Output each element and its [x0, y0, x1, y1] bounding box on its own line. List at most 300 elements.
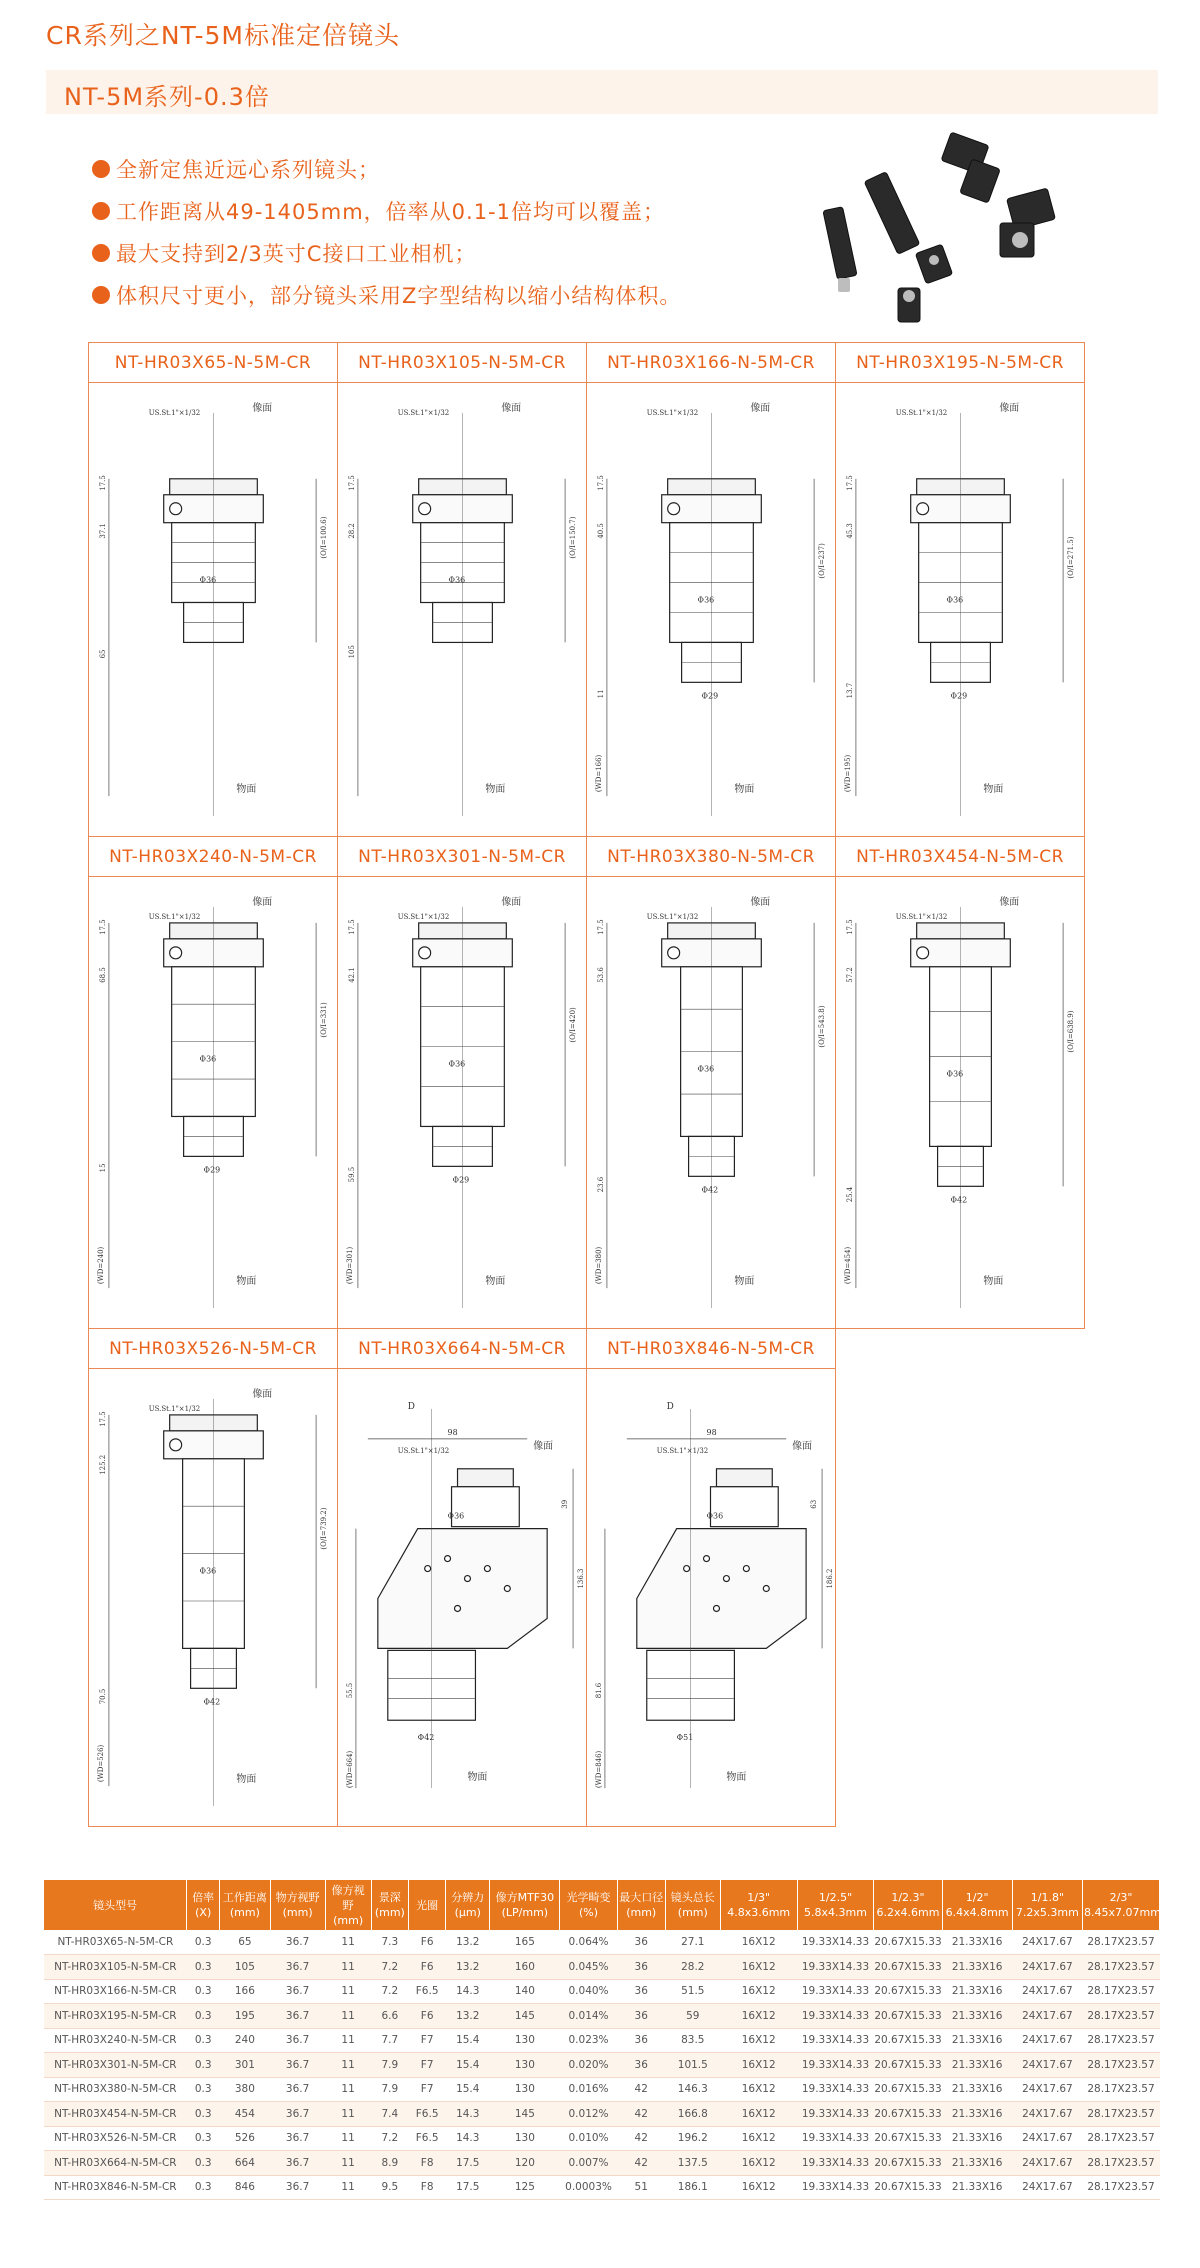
- table-cell: 19.33X14.33: [797, 2126, 874, 2151]
- table-cell: 20.67X15.33: [874, 1979, 942, 2004]
- drawing-title: NT-HR03X664-N-5M-CR: [338, 1329, 586, 1369]
- svg-text:186.2: 186.2: [826, 1568, 835, 1589]
- table-cell: F6: [408, 2004, 445, 2029]
- svg-text:39: 39: [561, 1499, 570, 1509]
- svg-text:US.St.1"×1/32: US.St.1"×1/32: [397, 912, 450, 921]
- table-cell: 0.023%: [560, 2028, 617, 2053]
- table-cell: NT-HR03X166-N-5M-CR: [44, 1979, 187, 2004]
- drawing-cell: [586, 342, 836, 837]
- technical-drawing: [587, 877, 835, 1328]
- table-cell: 17.5: [446, 2151, 490, 2176]
- table-cell: F6.5: [408, 1979, 445, 2004]
- table-cell: 664: [220, 2151, 271, 2176]
- svg-text:40.5: 40.5: [596, 523, 605, 539]
- table-cell: 0.3: [187, 2126, 220, 2151]
- table-cell: NT-HR03X65-N-5M-CR: [44, 1930, 187, 1955]
- table-cell: NT-HR03X240-N-5M-CR: [44, 2028, 187, 2053]
- table-cell: 20.67X15.33: [874, 1955, 942, 1980]
- svg-text:物面: 物面: [236, 784, 257, 796]
- table-cell: 16X12: [720, 2151, 797, 2176]
- svg-text:US.St.1"×1/32: US.St.1"×1/32: [148, 408, 201, 417]
- svg-text:136.3: 136.3: [577, 1568, 586, 1589]
- table-cell: NT-HR03X846-N-5M-CR: [44, 2175, 187, 2200]
- table-cell: 16X12: [720, 2102, 797, 2127]
- table-cell: 0.064%: [560, 1930, 617, 1955]
- table-cell: 125: [490, 2175, 560, 2200]
- drawing-cell: [586, 1328, 836, 1827]
- table-cell: NT-HR03X380-N-5M-CR: [44, 2077, 187, 2102]
- technical-drawing: [836, 383, 1084, 836]
- svg-text:US.St.1"×1/32: US.St.1"×1/32: [397, 408, 450, 417]
- table-cell: 24X17.67: [1012, 2004, 1082, 2029]
- table-cell: 19.33X14.33: [797, 1955, 874, 1980]
- spec-column-header: 1/1.8" 7.2x5.3mm: [1012, 1880, 1082, 1930]
- drawing-cell: [88, 342, 338, 837]
- bullet-dot-icon: [92, 244, 110, 262]
- svg-text:55.5: 55.5: [345, 1682, 354, 1699]
- bullet-dot-icon: [92, 202, 110, 220]
- table-cell: 0.3: [187, 1979, 220, 2004]
- svg-text:Φ29: Φ29: [452, 1175, 470, 1185]
- drawing-title: NT-HR03X526-N-5M-CR: [89, 1329, 337, 1369]
- drawing-title: NT-HR03X846-N-5M-CR: [587, 1329, 835, 1369]
- svg-text:Φ36: Φ36: [448, 1059, 466, 1069]
- table-cell: 24X17.67: [1012, 2077, 1082, 2102]
- spec-column-header: 2/3" 8.45x7.07mm: [1083, 1880, 1160, 1930]
- table-cell: 28.17X23.57: [1083, 2077, 1160, 2102]
- table-cell: 16X12: [720, 2004, 797, 2029]
- svg-text:15: 15: [98, 1163, 107, 1173]
- svg-text:70.5: 70.5: [98, 1688, 107, 1705]
- table-cell: 0.010%: [560, 2126, 617, 2151]
- svg-text:28.2: 28.2: [347, 523, 356, 539]
- table-row: [44, 2053, 1160, 2078]
- table-cell: 0.3: [187, 2077, 220, 2102]
- svg-text:63: 63: [810, 1499, 819, 1509]
- spec-table: [44, 1880, 1160, 2200]
- svg-text:17.5: 17.5: [845, 919, 854, 935]
- table-cell: 15.4: [446, 2053, 490, 2078]
- table-cell: 36.7: [270, 2077, 325, 2102]
- table-cell: 36: [617, 2053, 665, 2078]
- table-cell: 24X17.67: [1012, 1930, 1082, 1955]
- table-cell: 24X17.67: [1012, 2151, 1082, 2176]
- page-title: CR系列之NT-5M标准定倍镜头: [46, 21, 401, 50]
- drawing-title: NT-HR03X65-N-5M-CR: [89, 343, 337, 383]
- table-cell: 11: [325, 2028, 371, 2053]
- table-cell: F6: [408, 1955, 445, 1980]
- bullet-dot-icon: [92, 286, 110, 304]
- svg-text:17.5: 17.5: [98, 475, 107, 491]
- table-cell: 11: [325, 2175, 371, 2200]
- table-cell: 16X12: [720, 2126, 797, 2151]
- drawing-title: NT-HR03X454-N-5M-CR: [836, 837, 1084, 877]
- spec-column-header: 景深 (mm): [371, 1880, 408, 1930]
- table-row: [44, 2028, 1160, 2053]
- table-cell: 0.020%: [560, 2053, 617, 2078]
- table-cell: 0.0003%: [560, 2175, 617, 2200]
- table-cell: 7.4: [371, 2102, 408, 2127]
- table-cell: 28.17X23.57: [1083, 1930, 1160, 1955]
- table-cell: 59: [665, 2004, 720, 2029]
- svg-text:81.6: 81.6: [594, 1682, 603, 1699]
- technical-drawing: [89, 1369, 337, 1826]
- table-cell: 36.7: [270, 1955, 325, 1980]
- svg-text:(WD=195): (WD=195): [843, 754, 852, 793]
- table-cell: NT-HR03X664-N-5M-CR: [44, 2151, 187, 2176]
- svg-text:98: 98: [447, 1427, 458, 1437]
- drawing-cell: [337, 1328, 587, 1827]
- drawing-title: NT-HR03X195-N-5M-CR: [836, 343, 1084, 383]
- svg-text:45.3: 45.3: [845, 523, 854, 539]
- svg-text:Φ36: Φ36: [697, 595, 715, 605]
- svg-text:像面: 像面: [501, 402, 522, 414]
- table-cell: 20.67X15.33: [874, 2004, 942, 2029]
- table-cell: 101.5: [665, 2053, 720, 2078]
- table-row: [44, 2175, 1160, 2200]
- table-cell: F6.5: [408, 2126, 445, 2151]
- svg-text:(WD=166): (WD=166): [594, 754, 603, 793]
- table-cell: 11: [325, 2126, 371, 2151]
- table-cell: 36.7: [270, 2028, 325, 2053]
- feature-list: [92, 148, 681, 316]
- svg-text:Φ29: Φ29: [950, 691, 968, 701]
- svg-text:像面: 像面: [999, 402, 1020, 414]
- svg-text:US.St.1"×1/32: US.St.1"×1/32: [646, 912, 699, 921]
- table-cell: 21.33X16: [942, 2102, 1012, 2127]
- svg-text:(WD=664): (WD=664): [345, 1750, 354, 1789]
- svg-text:Φ42: Φ42: [203, 1697, 221, 1707]
- table-cell: 36: [617, 2004, 665, 2029]
- table-cell: 36.7: [270, 2053, 325, 2078]
- table-cell: 16X12: [720, 1930, 797, 1955]
- table-cell: 24X17.67: [1012, 1955, 1082, 1980]
- table-cell: 8.9: [371, 2151, 408, 2176]
- table-row: [44, 2077, 1160, 2102]
- svg-text:(O/I=237): (O/I=237): [818, 543, 827, 579]
- svg-text:(WD=240): (WD=240): [96, 1246, 105, 1285]
- table-cell: 24X17.67: [1012, 2102, 1082, 2127]
- table-cell: 130: [490, 2126, 560, 2151]
- table-cell: 195: [220, 2004, 271, 2029]
- table-row: [44, 1955, 1160, 1980]
- table-cell: 36.7: [270, 2004, 325, 2029]
- spec-column-header: 物方视野 (mm): [270, 1880, 325, 1930]
- table-cell: 24X17.67: [1012, 2053, 1082, 2078]
- technical-drawing: [587, 1369, 835, 1826]
- svg-text:17.5: 17.5: [347, 475, 356, 491]
- table-cell: 20.67X15.33: [874, 2126, 942, 2151]
- drawing-grid: [88, 342, 1084, 1826]
- svg-text:125.2: 125.2: [98, 1454, 107, 1475]
- table-cell: 36: [617, 2028, 665, 2053]
- table-cell: 380: [220, 2077, 271, 2102]
- table-cell: 0.3: [187, 2151, 220, 2176]
- svg-text:像面: 像面: [533, 1440, 554, 1452]
- svg-text:105: 105: [347, 645, 356, 659]
- technical-drawing: [89, 877, 337, 1328]
- table-cell: 0.045%: [560, 1955, 617, 1980]
- svg-text:D: D: [666, 1401, 674, 1412]
- table-row: [44, 2151, 1160, 2176]
- table-cell: 28.17X23.57: [1083, 2151, 1160, 2176]
- table-cell: 196.2: [665, 2126, 720, 2151]
- table-cell: 526: [220, 2126, 271, 2151]
- table-row: [44, 1930, 1160, 1955]
- spec-column-header: 1/2" 6.4x4.8mm: [942, 1880, 1012, 1930]
- table-row: [44, 1979, 1160, 2004]
- svg-text:17.5: 17.5: [596, 919, 605, 935]
- table-cell: 24X17.67: [1012, 2175, 1082, 2200]
- table-cell: 130: [490, 2077, 560, 2102]
- table-cell: 186.1: [665, 2175, 720, 2200]
- svg-text:US.St.1"×1/32: US.St.1"×1/32: [148, 1404, 201, 1413]
- svg-text:68.5: 68.5: [98, 967, 107, 983]
- svg-text:(O/I=739.2): (O/I=739.2): [320, 1507, 329, 1550]
- spec-column-header: 最大口径 (mm): [617, 1880, 665, 1930]
- table-cell: 11: [325, 1930, 371, 1955]
- svg-text:(O/I=638.9): (O/I=638.9): [1067, 1010, 1076, 1053]
- table-cell: 105: [220, 1955, 271, 1980]
- drawing-cell: [835, 836, 1085, 1329]
- table-cell: 83.5: [665, 2028, 720, 2053]
- svg-text:物面: 物面: [726, 1772, 747, 1784]
- table-cell: 36: [617, 1979, 665, 2004]
- table-cell: 21.33X16: [942, 1955, 1012, 1980]
- table-cell: 6.6: [371, 2004, 408, 2029]
- table-cell: 9.5: [371, 2175, 408, 2200]
- spec-column-header: 工作距离 (mm): [220, 1880, 271, 1930]
- table-cell: 13.2: [446, 1930, 490, 1955]
- svg-text:17.5: 17.5: [98, 1411, 107, 1427]
- table-cell: 11: [325, 2151, 371, 2176]
- table-cell: 21.33X16: [942, 2053, 1012, 2078]
- svg-text:像面: 像面: [252, 402, 273, 414]
- drawing-cell: [88, 836, 338, 1329]
- table-cell: 16X12: [720, 1979, 797, 2004]
- svg-text:D: D: [407, 1401, 415, 1412]
- table-cell: 19.33X14.33: [797, 2028, 874, 2053]
- spec-column-header: 镜头总长 (mm): [665, 1880, 720, 1930]
- drawing-title: NT-HR03X380-N-5M-CR: [587, 837, 835, 877]
- drawing-title: NT-HR03X105-N-5M-CR: [338, 343, 586, 383]
- table-cell: 36.7: [270, 2102, 325, 2127]
- table-cell: 454: [220, 2102, 271, 2127]
- drawing-title: NT-HR03X240-N-5M-CR: [89, 837, 337, 877]
- table-cell: 0.040%: [560, 1979, 617, 2004]
- table-cell: 17.5: [446, 2175, 490, 2200]
- table-cell: 240: [220, 2028, 271, 2053]
- table-cell: 19.33X14.33: [797, 1930, 874, 1955]
- table-cell: 166: [220, 1979, 271, 2004]
- table-cell: 36.7: [270, 1930, 325, 1955]
- table-cell: 14.3: [446, 2126, 490, 2151]
- table-cell: 0.3: [187, 2053, 220, 2078]
- table-cell: 140: [490, 1979, 560, 2004]
- table-cell: 0.3: [187, 2004, 220, 2029]
- spec-column-header: 像方MTF30 (LP/mm): [490, 1880, 560, 1930]
- svg-text:98: 98: [706, 1427, 717, 1437]
- table-cell: 14.3: [446, 2102, 490, 2127]
- svg-text:(O/I=271.5): (O/I=271.5): [1067, 536, 1076, 579]
- svg-text:US.St.1"×1/32: US.St.1"×1/32: [148, 912, 201, 921]
- svg-text:物面: 物面: [734, 784, 755, 796]
- table-cell: 21.33X16: [942, 2077, 1012, 2102]
- svg-text:25.4: 25.4: [845, 1186, 854, 1203]
- table-cell: 13.2: [446, 1955, 490, 1980]
- svg-text:(O/I=543.8): (O/I=543.8): [818, 1005, 827, 1048]
- table-cell: 16X12: [720, 2175, 797, 2200]
- svg-text:US.St.1"×1/32: US.St.1"×1/32: [895, 408, 948, 417]
- table-cell: 28.2: [665, 1955, 720, 1980]
- svg-text:(O/I=100.6): (O/I=100.6): [320, 516, 329, 559]
- table-cell: 16X12: [720, 2053, 797, 2078]
- table-cell: 21.33X16: [942, 2028, 1012, 2053]
- table-cell: 160: [490, 1955, 560, 1980]
- svg-text:物面: 物面: [467, 1772, 488, 1784]
- table-cell: 0.3: [187, 2102, 220, 2127]
- table-cell: 36: [617, 1955, 665, 1980]
- svg-text:59.5: 59.5: [347, 1166, 356, 1183]
- table-cell: 19.33X14.33: [797, 2077, 874, 2102]
- table-cell: 28.17X23.57: [1083, 2028, 1160, 2053]
- svg-text:37.1: 37.1: [98, 523, 107, 539]
- svg-text:US.St.1"×1/32: US.St.1"×1/32: [646, 408, 699, 417]
- technical-drawing: [338, 1369, 586, 1826]
- spec-column-header: 光圈: [408, 1880, 445, 1930]
- table-cell: 0.3: [187, 2175, 220, 2200]
- table-cell: 21.33X16: [942, 2004, 1012, 2029]
- table-cell: 130: [490, 2053, 560, 2078]
- table-cell: 0.012%: [560, 2102, 617, 2127]
- svg-text:像面: 像面: [252, 896, 273, 908]
- svg-text:Φ42: Φ42: [950, 1195, 968, 1205]
- table-cell: F7: [408, 2077, 445, 2102]
- table-cell: 28.17X23.57: [1083, 1979, 1160, 2004]
- svg-text:Φ36: Φ36: [448, 575, 466, 585]
- svg-text:Φ36: Φ36: [447, 1511, 465, 1521]
- table-cell: 11: [325, 2053, 371, 2078]
- spec-column-header: 1/3" 4.8x3.6mm: [720, 1880, 797, 1930]
- table-cell: 11: [325, 1955, 371, 1980]
- svg-text:17.5: 17.5: [347, 919, 356, 935]
- table-cell: 0.3: [187, 1930, 220, 1955]
- table-cell: NT-HR03X301-N-5M-CR: [44, 2053, 187, 2078]
- svg-text:像面: 像面: [750, 896, 771, 908]
- table-cell: NT-HR03X105-N-5M-CR: [44, 1955, 187, 1980]
- table-cell: 20.67X15.33: [874, 2053, 942, 2078]
- svg-text:11: 11: [596, 689, 605, 699]
- feature-item: 全新定焦近远心系列镜头；: [92, 148, 681, 190]
- svg-text:Φ36: Φ36: [946, 595, 964, 605]
- table-cell: 0.3: [187, 1955, 220, 1980]
- table-cell: 16X12: [720, 2028, 797, 2053]
- drawing-cell: [586, 836, 836, 1329]
- svg-text:像面: 像面: [792, 1440, 813, 1452]
- technical-drawing: [836, 877, 1084, 1328]
- table-cell: 7.9: [371, 2053, 408, 2078]
- table-cell: 20.67X15.33: [874, 2028, 942, 2053]
- table-cell: 21.33X16: [942, 1979, 1012, 2004]
- table-cell: 19.33X14.33: [797, 1979, 874, 2004]
- table-cell: 7.9: [371, 2077, 408, 2102]
- table-cell: 7.2: [371, 2126, 408, 2151]
- table-cell: 24X17.67: [1012, 2126, 1082, 2151]
- svg-text:US.St.1"×1/32: US.St.1"×1/32: [656, 1446, 709, 1455]
- table-cell: 24X17.67: [1012, 1979, 1082, 2004]
- svg-text:Φ29: Φ29: [203, 1165, 221, 1175]
- table-cell: 20.67X15.33: [874, 1930, 942, 1955]
- svg-text:(WD=846): (WD=846): [594, 1750, 603, 1789]
- drawing-cell: [835, 342, 1085, 837]
- table-cell: 28.17X23.57: [1083, 2102, 1160, 2127]
- table-cell: 19.33X14.33: [797, 2004, 874, 2029]
- svg-text:53.6: 53.6: [596, 967, 605, 983]
- svg-text:Φ42: Φ42: [701, 1185, 719, 1195]
- feature-item: 体积尺寸更小，部分镜头采用Z字型结构以缩小结构体积。: [92, 274, 681, 316]
- table-cell: 36.7: [270, 2151, 325, 2176]
- table-cell: 0.3: [187, 2028, 220, 2053]
- table-cell: 20.67X15.33: [874, 2102, 942, 2127]
- table-cell: 21.33X16: [942, 2175, 1012, 2200]
- svg-text:(O/I=331): (O/I=331): [320, 1002, 329, 1038]
- table-cell: 36: [617, 1930, 665, 1955]
- table-cell: 42: [617, 2102, 665, 2127]
- drawing-cell: [88, 1328, 338, 1827]
- table-row: [44, 2004, 1160, 2029]
- table-cell: 36.7: [270, 2126, 325, 2151]
- svg-text:像面: 像面: [750, 402, 771, 414]
- table-cell: 36.7: [270, 1979, 325, 2004]
- feature-item: 工作距离从49-1405mm，倍率从0.1-1倍均可以覆盖；: [92, 190, 681, 232]
- svg-text:(O/I=420): (O/I=420): [569, 1007, 578, 1043]
- technical-drawing: [338, 383, 586, 836]
- table-cell: F8: [408, 2151, 445, 2176]
- section-banner: [46, 70, 1158, 114]
- svg-text:Φ36: Φ36: [697, 1064, 715, 1074]
- svg-text:(O/I=150.7): (O/I=150.7): [569, 516, 578, 559]
- table-cell: 42: [617, 2077, 665, 2102]
- table-cell: 28.17X23.57: [1083, 2126, 1160, 2151]
- table-cell: 16X12: [720, 1955, 797, 1980]
- table-cell: F7: [408, 2028, 445, 2053]
- svg-text:23.6: 23.6: [596, 1176, 605, 1193]
- table-cell: 51.5: [665, 1979, 720, 2004]
- table-cell: 42: [617, 2126, 665, 2151]
- table-cell: 28.17X23.57: [1083, 2175, 1160, 2200]
- svg-text:物面: 物面: [983, 784, 1004, 796]
- svg-text:物面: 物面: [983, 1276, 1004, 1288]
- svg-text:42.1: 42.1: [347, 967, 356, 983]
- table-cell: NT-HR03X526-N-5M-CR: [44, 2126, 187, 2151]
- svg-text:像面: 像面: [501, 896, 522, 908]
- drawing-cell: [337, 342, 587, 837]
- table-cell: 15.4: [446, 2028, 490, 2053]
- table-cell: 51: [617, 2175, 665, 2200]
- spec-column-header: 像方视野 (mm): [325, 1880, 371, 1930]
- table-cell: NT-HR03X195-N-5M-CR: [44, 2004, 187, 2029]
- table-cell: F6.5: [408, 2102, 445, 2127]
- table-cell: 165: [490, 1930, 560, 1955]
- spec-column-header: 1/2.3" 6.2x4.6mm: [874, 1880, 942, 1930]
- svg-text:物面: 物面: [485, 1276, 506, 1288]
- drawing-title: NT-HR03X166-N-5M-CR: [587, 343, 835, 383]
- table-cell: 42: [617, 2151, 665, 2176]
- svg-text:像面: 像面: [999, 896, 1020, 908]
- table-cell: 21.33X16: [942, 2126, 1012, 2151]
- svg-text:57.2: 57.2: [845, 967, 854, 983]
- feature-item: 最大支持到2/3英寸C接口工业相机；: [92, 232, 681, 274]
